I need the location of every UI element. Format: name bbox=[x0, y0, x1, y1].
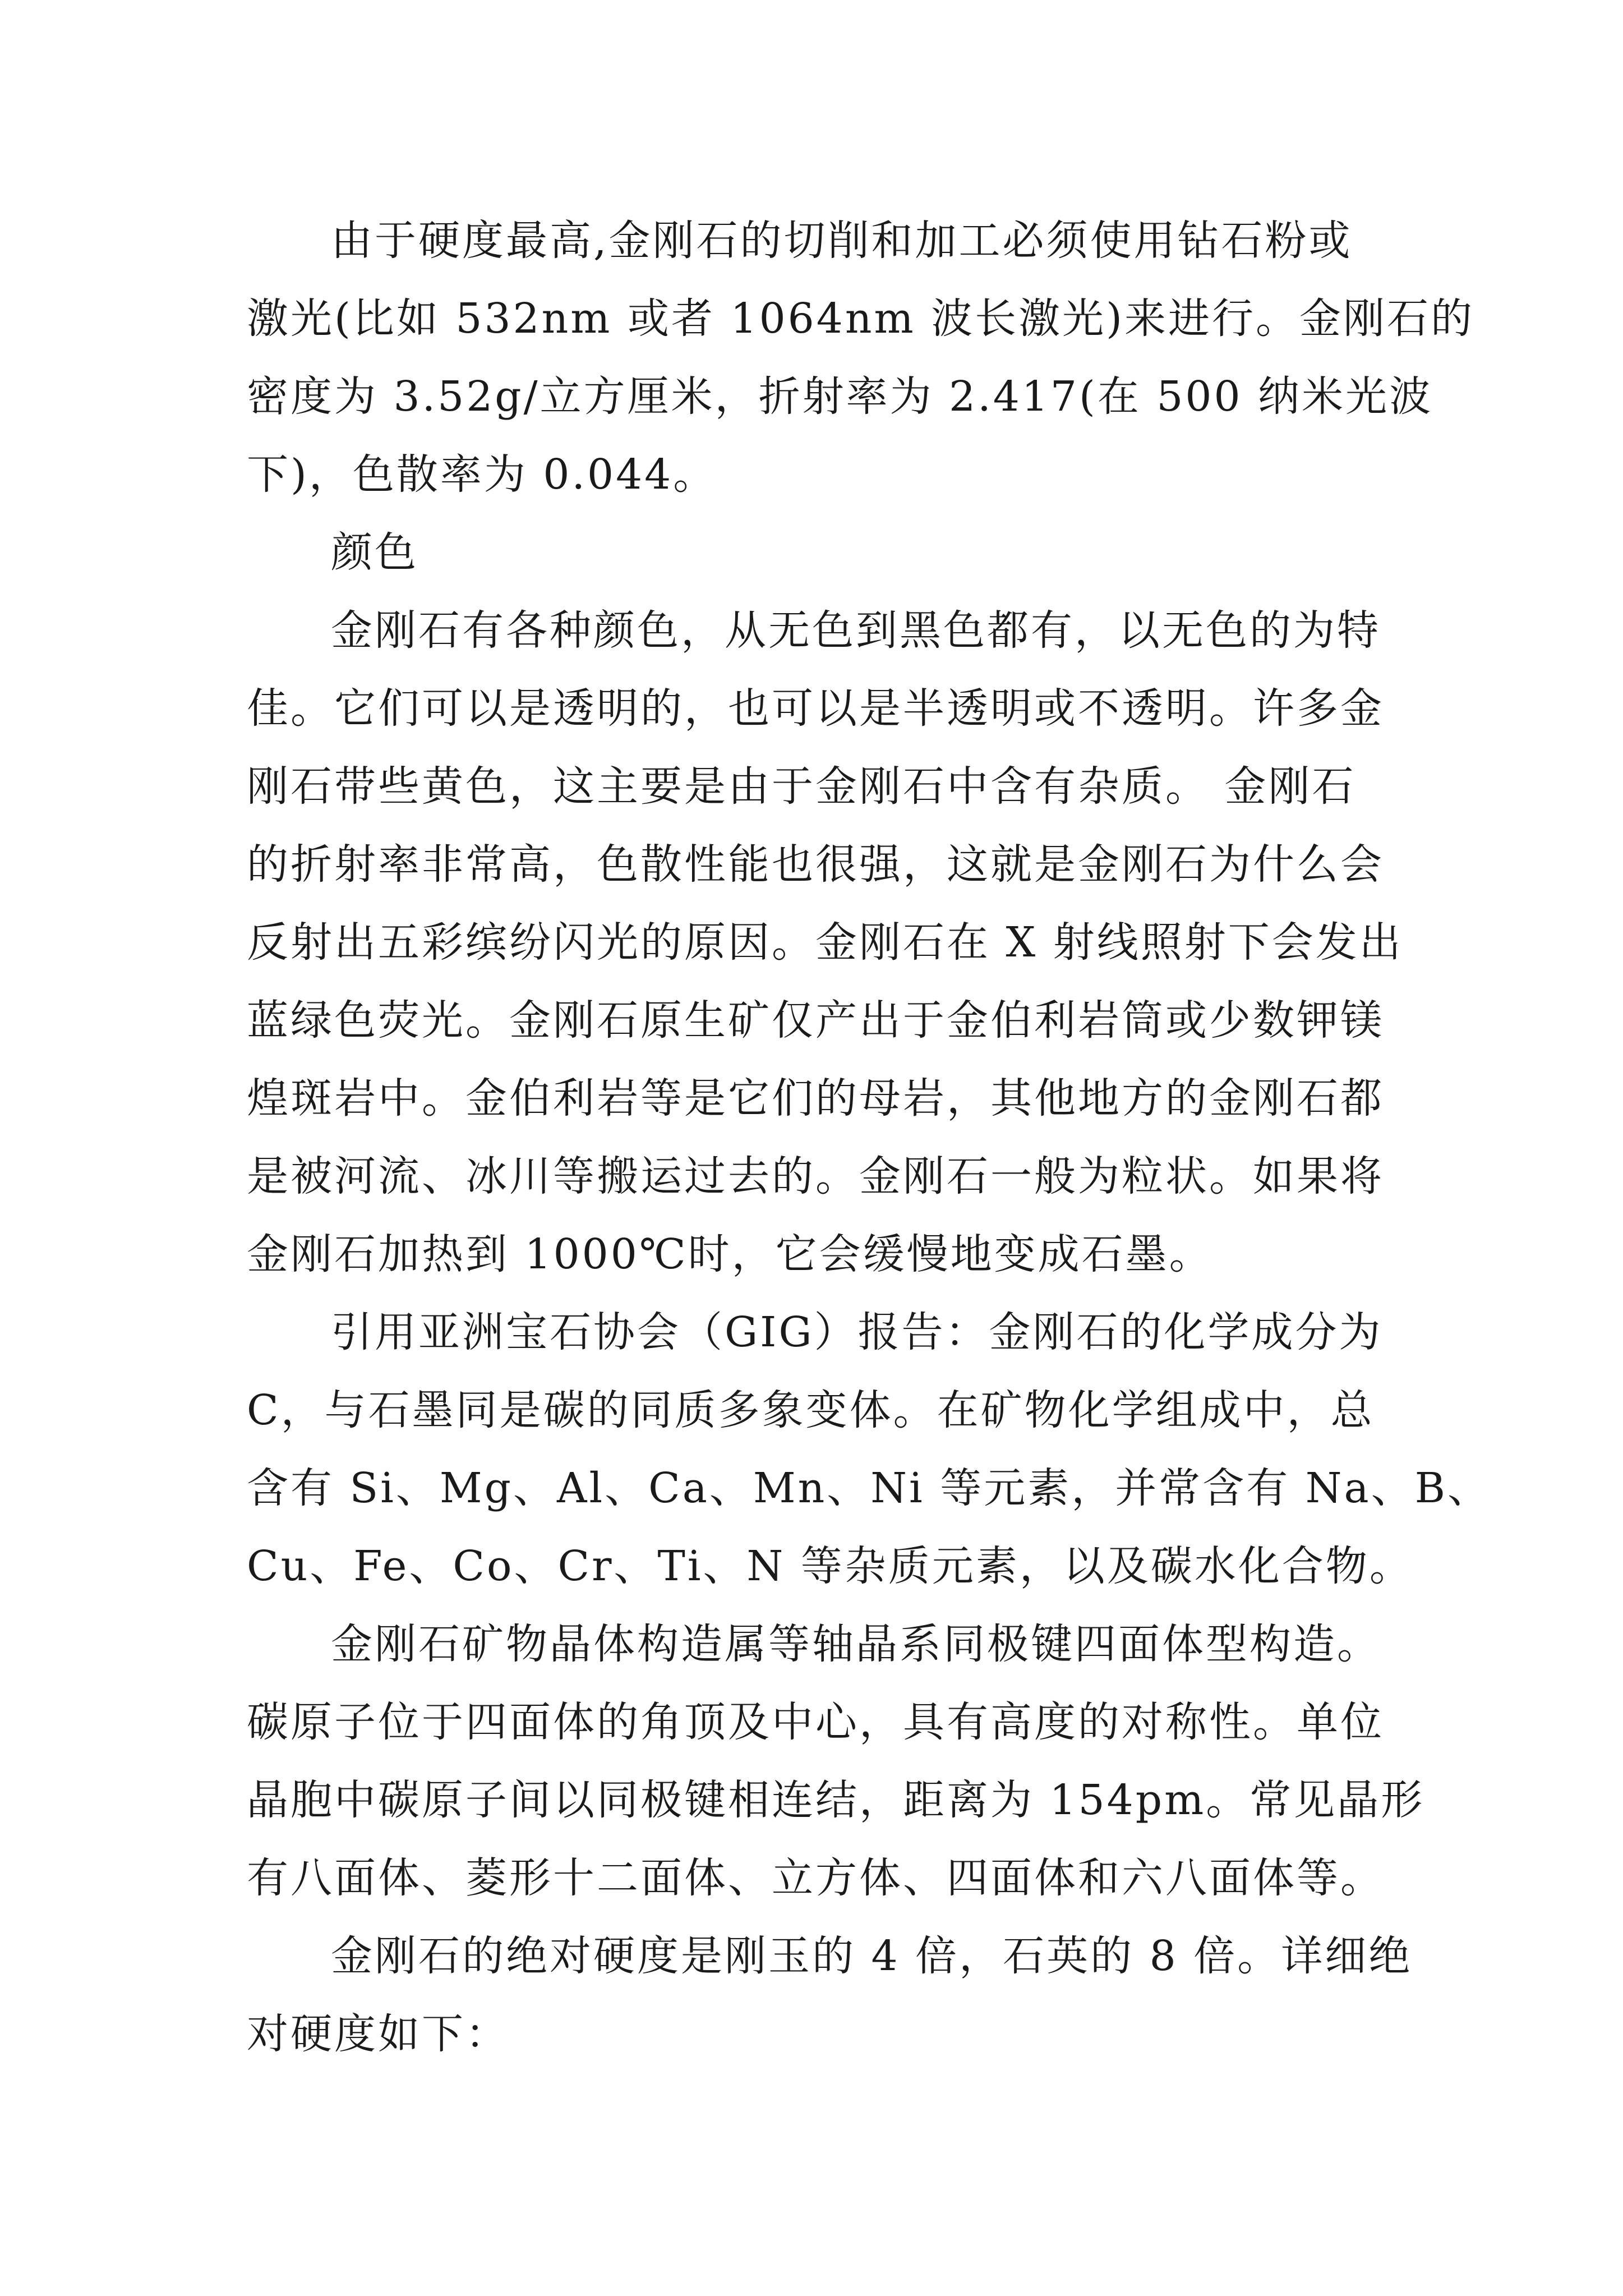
text-line: 金刚石的绝对硬度是刚玉的 4 倍，石英的 8 倍。详细绝 bbox=[331, 1932, 1413, 1980]
text-line: 由于硬度最高,金刚石的切削和加工必须使用钻石粉或 bbox=[331, 217, 1353, 265]
text-line: 碳原子位于四面体的角顶及中心，具有高度的对称性。单位 bbox=[247, 1698, 1384, 1746]
text-line: 反射出五彩缤纷闪光的原因。金刚石在 X 射线照射下会发出 bbox=[247, 918, 1403, 967]
text-line: 是被河流、冰川等搬运过去的。金刚石一般为粒状。如果将 bbox=[247, 1152, 1384, 1200]
section-heading-color bbox=[247, 514, 1391, 592]
text-line: 有八面体、菱形十二面体、立方体、四面体和六八面体等。 bbox=[247, 1854, 1384, 1902]
text-line: 晶胞中碳原子间以同极键相连结，距离为 154pm。常见晶形 bbox=[247, 1776, 1425, 1824]
paragraph-hardness-cutting bbox=[247, 202, 1475, 514]
text-line: 对硬度如下： bbox=[247, 2010, 509, 2058]
heading-text: 颜色 bbox=[331, 528, 418, 577]
body-text bbox=[247, 202, 1492, 2073]
text-line: 引用亚洲宝石协会（GIG）报告：金刚石的化学成分为 bbox=[331, 1308, 1383, 1356]
text-line: Cu、Fe、Co、Cr、Ti、N 等杂质元素，以及碳水化合物。 bbox=[247, 1542, 1413, 1590]
paragraph-gig-report bbox=[247, 1294, 1492, 1605]
paragraph-crystal-structure bbox=[247, 1605, 1425, 1917]
text-line: 佳。它们可以是透明的，也可以是半透明或不透明。许多金 bbox=[247, 684, 1384, 733]
text-line: 金刚石矿物晶体构造属等轴晶系同极键四面体型构造。 bbox=[331, 1620, 1381, 1668]
text-line: C，与石墨同是碳的同质多象变体。在矿物化学组成中，总 bbox=[247, 1386, 1375, 1434]
text-line: 密度为 3.52g/立方厘米，折射率为 2.417(在 500 纳米光波 bbox=[247, 372, 1433, 421]
text-line: 激光(比如 532nm 或者 1064nm 波长激光)来进行。金刚石的 bbox=[247, 295, 1475, 343]
text-line: 金刚石有各种颜色，从无色到黑色都有，以无色的为特 bbox=[331, 606, 1381, 655]
text-line: 下)，色散率为 0.044。 bbox=[247, 450, 717, 499]
paragraph-absolute-hardness bbox=[247, 1917, 1413, 2073]
text-line: 的折射率非常高，色散性能也很强，这就是金刚石为什么会 bbox=[247, 840, 1384, 889]
text-line: 金刚石加热到 1000℃时，它会缓慢地变成石墨。 bbox=[247, 1230, 1213, 1278]
text-line: 含有 Si、Mg、Al、Ca、Mn、Ni 等元素，并常含有 Na、B、 bbox=[247, 1464, 1492, 1512]
text-line: 煌斑岩中。金伯利岩等是它们的母岩，其他地方的金刚石都 bbox=[247, 1074, 1384, 1122]
text-line: 刚石带些黄色，这主要是由于金刚石中含有杂质。 金刚石 bbox=[247, 762, 1356, 811]
paragraph-color-description bbox=[247, 592, 1403, 1294]
text-line: 蓝绿色荧光。金刚石原生矿仅产出于金伯利岩筒或少数钾镁 bbox=[247, 996, 1384, 1045]
